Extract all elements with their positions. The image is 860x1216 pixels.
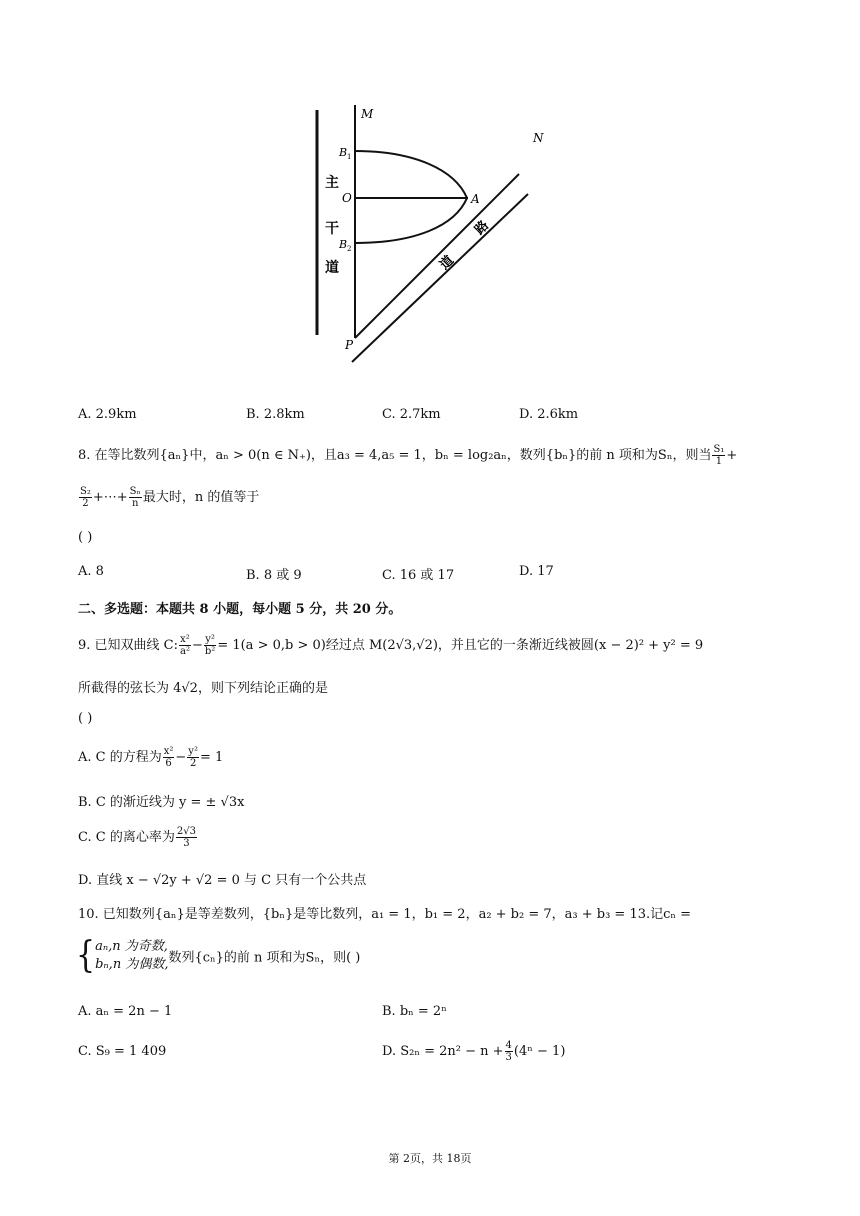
q10-stem-tail: 数列{cₙ}的前 n 项和为Sₙ，则( ): [168, 950, 361, 966]
q9-option-c-frac-den: 3: [183, 838, 190, 849]
q10-option-c: C. S₉ = 1 409: [78, 1044, 167, 1059]
q9-option-a-frac-y-num: y²: [188, 746, 198, 757]
q9-stem-post: = 1(a > 0,b > 0)经过点 M(2√3,√2)，并且它的一条渐近线被圆(x − 2)² + y² = 9: [217, 638, 704, 653]
q8-plus: +: [726, 448, 738, 463]
q7-option-b: B. 2.8km: [246, 407, 305, 422]
q8-frac-s1: [712, 444, 725, 467]
label-gan: 干: [325, 221, 339, 237]
q8-option-b: B. 8 或 9: [246, 568, 302, 583]
q9-option-a-post: = 1: [199, 750, 224, 765]
q7-option-c: C. 2.7km: [382, 407, 441, 422]
label-B1-sub: 1: [347, 153, 352, 161]
label-B2-sub: 2: [347, 245, 352, 253]
q8-frac-s2: [79, 486, 92, 509]
q10-option-d-frac-den: 3: [505, 1052, 512, 1063]
q10-case-even: bₙ,n 为偶数,: [95, 957, 169, 972]
q8-frac-s2-num: S₂: [80, 486, 91, 497]
q9-stem-line1: [78, 634, 703, 657]
q10-stem-line2: [76, 934, 361, 977]
q8-option-a: A. 8: [78, 564, 104, 579]
label-P: P: [345, 338, 354, 352]
q9-frac-x-num: x²: [180, 634, 190, 645]
q9-paren: ( ): [78, 711, 93, 726]
q8-frac-s2-den: 2: [82, 498, 89, 509]
q9-frac-x-den: a²: [180, 646, 190, 657]
label-N: N: [533, 131, 544, 145]
q9-frac-x: [179, 634, 191, 657]
q7-option-a: A. 2.9km: [78, 407, 137, 422]
road-line-2: [352, 194, 528, 362]
q9-option-c: [78, 826, 198, 849]
q9-option-a-minus: −: [175, 750, 187, 765]
q10-case-odd: aₙ,n 为奇数,: [95, 939, 168, 954]
label-M: M: [361, 107, 374, 121]
q9-minus: −: [191, 638, 203, 653]
q8-paren: ( ): [78, 530, 93, 545]
q10-option-b: B. bₙ = 2ⁿ: [382, 1004, 447, 1019]
q8-stem-tail: 最大时，n 的值等于: [142, 490, 260, 505]
q10-option-d-frac-num: 4: [505, 1040, 512, 1051]
label-B1: B: [339, 146, 348, 159]
q8-frac-sn-num: Sₙ: [129, 486, 141, 497]
q10-stem-line1: 10. 已知数列{aₙ}是等差数列，{bₙ}是等比数列，a₁ = 1，b₁ = 2，a₂ + b₂ = 7，a₃ + b₃ = 13.记cₙ =: [78, 907, 692, 922]
q8-dots: +⋯+: [92, 490, 128, 505]
label-road-dao: 道: [437, 253, 458, 273]
q10-option-d: [382, 1040, 565, 1063]
q10-option-d-frac: [505, 1040, 513, 1063]
q10-option-d-post: (4ⁿ − 1): [513, 1044, 566, 1059]
q9-stem-line2: 所截得的弦长为 4√2，则下列结论正确的是: [78, 681, 328, 696]
q8-frac-s1-num: S₁: [713, 444, 725, 455]
q8-stem-line1: [78, 444, 737, 467]
q8-frac-s1-den: 1: [715, 456, 723, 467]
q9-option-a-frac-y: [187, 746, 199, 769]
page-footer: 第 2页，共 18页: [388, 1152, 472, 1165]
label-road-lu: 路: [472, 218, 493, 238]
q9-frac-y-den: b²: [204, 646, 216, 657]
q9-option-d: D. 直线 x − √2y + √2 = 0 与 C 只有一个公共点: [78, 873, 367, 888]
section-2-heading: 二、多选题：本题共 8 小题，每小题 5 分，共 20 分。: [78, 602, 402, 617]
q10-option-d-pre: D. S₂ₙ = 2n² − n +: [382, 1044, 504, 1059]
q9-option-c-frac: [176, 826, 197, 849]
q9-option-a-frac-y-den: 2: [189, 758, 197, 769]
q8-option-c: C. 16 或 17: [382, 568, 455, 583]
q9-option-a-frac-x: [163, 746, 175, 769]
q9-frac-y: [204, 634, 216, 657]
q9-option-b: B. C 的渐近线为 y = ± √3x: [78, 795, 245, 810]
q8-stem-text: 8. 在等比数列{aₙ}中，aₙ > 0(n ∈ N₊)，且a₃ = 4,a₅ = 1，bₙ = log₂aₙ，数列{bₙ}的前 n 项和为Sₙ，则当: [78, 448, 712, 463]
q9-option-c-pre: C. C 的离心率为: [78, 830, 175, 845]
q9-option-a-frac-x-den: 6: [165, 758, 172, 769]
label-zhu: 主: [325, 175, 339, 191]
q7-option-d: D. 2.6km: [519, 407, 579, 422]
q9-frac-y-num: y²: [205, 634, 215, 645]
label-A: A: [471, 192, 480, 206]
q8-stem-line2: [78, 486, 259, 509]
q8-frac-sn-den: n: [132, 498, 139, 509]
q8-option-d: D. 17: [519, 564, 554, 579]
q9-option-a: [78, 746, 223, 769]
q10-option-a: A. aₙ = 2n − 1: [78, 1004, 173, 1019]
q10-piecewise-cases: [95, 938, 168, 974]
q8-frac-sn: [129, 486, 142, 509]
label-dao: 道: [325, 260, 339, 276]
q9-option-c-frac-num: 2√3: [176, 826, 196, 837]
q9-option-a-frac-x-num: x²: [163, 746, 174, 757]
q9-stem-pre: 9. 已知双曲线 C:: [78, 638, 178, 653]
q10-piecewise-brace: {: [76, 934, 96, 977]
label-B2: B: [339, 238, 348, 251]
label-O: O: [342, 191, 352, 205]
q9-option-a-pre: A. C 的方程为: [78, 750, 162, 765]
road-diagram: [305, 100, 555, 370]
